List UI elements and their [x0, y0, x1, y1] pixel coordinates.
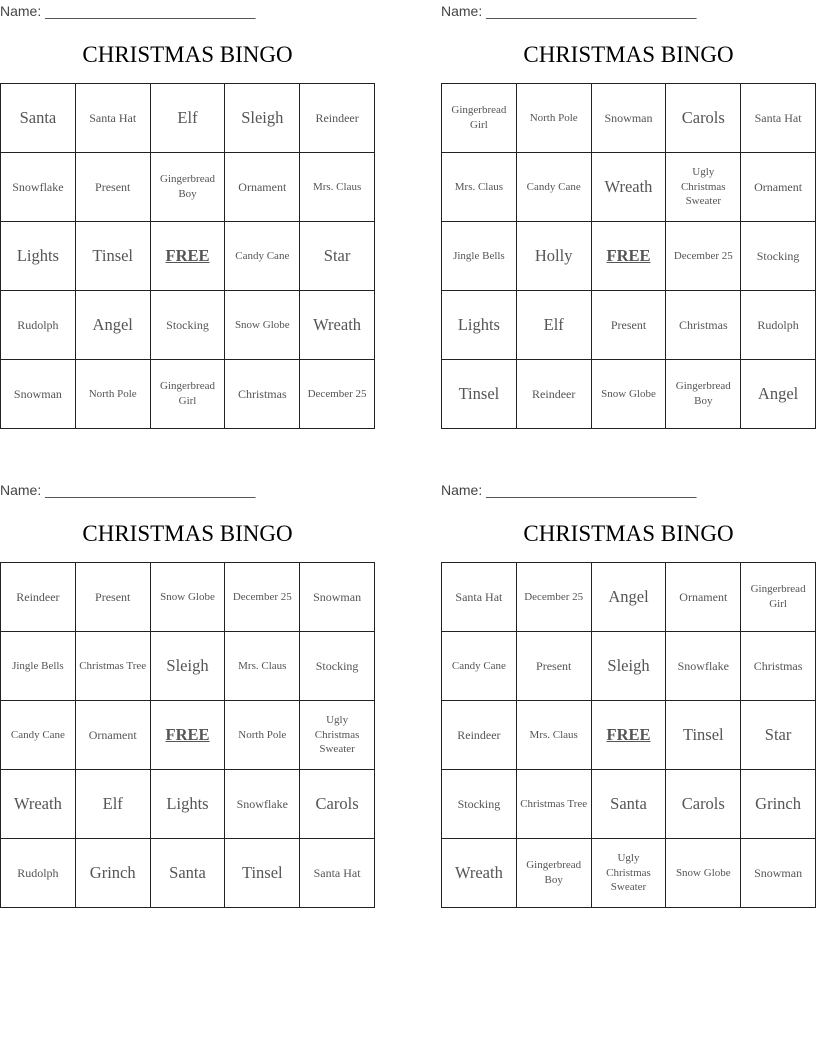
bingo-cell: North Pole: [225, 701, 300, 770]
bingo-cell: December 25: [666, 222, 741, 291]
bingo-cell: Carols: [666, 84, 741, 153]
bingo-cell: Lights: [442, 291, 517, 360]
bingo-cell: Mrs. Claus: [442, 153, 517, 222]
bingo-grid: [441, 562, 816, 908]
bingo-row: [442, 770, 816, 839]
bingo-cell: Jingle Bells: [442, 222, 517, 291]
bingo-row: [442, 360, 816, 429]
bingo-cell: Rudolph: [741, 291, 816, 360]
bingo-cell: Tinsel: [666, 701, 741, 770]
bingo-cell: Sleigh: [225, 84, 300, 153]
bingo-cell: Star: [741, 701, 816, 770]
bingo-cell: Christmas Tree: [516, 770, 591, 839]
free-space: FREE: [150, 222, 225, 291]
bingo-cell: Candy Cane: [442, 632, 517, 701]
bingo-cell: Santa: [591, 770, 666, 839]
bingo-cell: Snowflake: [666, 632, 741, 701]
bingo-row: [442, 632, 816, 701]
bingo-cell: Snow Globe: [666, 839, 741, 908]
bingo-cell: Snow Globe: [150, 563, 225, 632]
bingo-cell: Angel: [591, 563, 666, 632]
bingo-cell: North Pole: [516, 84, 591, 153]
bingo-cell: Ornament: [225, 153, 300, 222]
bingo-cell: Lights: [1, 222, 76, 291]
bingo-cell: Elf: [516, 291, 591, 360]
bingo-cell: Present: [75, 153, 150, 222]
bingo-cell: Angel: [741, 360, 816, 429]
bingo-cell: Snowman: [741, 839, 816, 908]
bingo-cell: December 25: [225, 563, 300, 632]
bingo-cell: Gingerbread Boy: [666, 360, 741, 429]
bingo-cell: Gingerbread Girl: [150, 360, 225, 429]
card-title: CHRISTMAS BINGO: [82, 521, 293, 546]
bingo-row: [442, 701, 816, 770]
bingo-cell: Snowflake: [225, 770, 300, 839]
bingo-cell: Elf: [150, 84, 225, 153]
bingo-grid: [0, 562, 375, 908]
bingo-cell: Sleigh: [591, 632, 666, 701]
bingo-cell: Snow Globe: [225, 291, 300, 360]
free-space: FREE: [150, 701, 225, 770]
bingo-cell: Tinsel: [75, 222, 150, 291]
bingo-row: [442, 84, 816, 153]
bingo-row: [1, 632, 375, 701]
bingo-cell: Elf: [75, 770, 150, 839]
bingo-cell: Tinsel: [442, 360, 517, 429]
card-title: CHRISTMAS BINGO: [523, 42, 734, 67]
bingo-cell: Snowman: [300, 563, 375, 632]
bingo-row: [442, 839, 816, 908]
bingo-row: [442, 563, 816, 632]
bingo-cell: Snowman: [591, 84, 666, 153]
bingo-cell: Holly: [516, 222, 591, 291]
bingo-cell: Lights: [150, 770, 225, 839]
bingo-cell: Stocking: [442, 770, 517, 839]
bingo-cell: North Pole: [75, 360, 150, 429]
bingo-cell: Santa Hat: [300, 839, 375, 908]
bingo-cell: Ugly Christmas Sweater: [591, 839, 666, 908]
bingo-cell: Christmas: [666, 291, 741, 360]
bingo-row: [1, 839, 375, 908]
bingo-cell: December 25: [300, 360, 375, 429]
bingo-cell: Gingerbread Girl: [442, 84, 517, 153]
bingo-row: [1, 153, 375, 222]
bingo-grid: [441, 83, 816, 429]
bingo-row: [442, 291, 816, 360]
bingo-cell: Carols: [666, 770, 741, 839]
bingo-cell: Reindeer: [516, 360, 591, 429]
bingo-cell: Present: [516, 632, 591, 701]
bingo-row: [1, 84, 375, 153]
bingo-row: [442, 222, 816, 291]
bingo-row: [442, 153, 816, 222]
bingo-cell: Mrs. Claus: [300, 153, 375, 222]
bingo-cell: Christmas Tree: [75, 632, 150, 701]
bingo-row: [1, 701, 375, 770]
bingo-cell: Ugly Christmas Sweater: [300, 701, 375, 770]
card-title: CHRISTMAS BINGO: [82, 42, 293, 67]
bingo-cell: Wreath: [591, 153, 666, 222]
bingo-row: [1, 563, 375, 632]
free-space: FREE: [591, 701, 666, 770]
bingo-cell: Rudolph: [1, 291, 76, 360]
bingo-cell: Carols: [300, 770, 375, 839]
bingo-cell: Mrs. Claus: [516, 701, 591, 770]
bingo-cell: Wreath: [300, 291, 375, 360]
bingo-cell: December 25: [516, 563, 591, 632]
bingo-grid: [0, 83, 375, 429]
bingo-cell: Tinsel: [225, 839, 300, 908]
free-space: FREE: [591, 222, 666, 291]
bingo-row: [1, 222, 375, 291]
name-field-label: Name: ___________________________: [0, 3, 256, 19]
bingo-cell: Stocking: [150, 291, 225, 360]
bingo-row: [1, 291, 375, 360]
bingo-cell: Grinch: [741, 770, 816, 839]
bingo-cell: Stocking: [741, 222, 816, 291]
bingo-cell: Christmas: [741, 632, 816, 701]
bingo-cell: Mrs. Claus: [225, 632, 300, 701]
bingo-cell: Present: [591, 291, 666, 360]
bingo-cell: Sleigh: [150, 632, 225, 701]
bingo-cell: Reindeer: [300, 84, 375, 153]
bingo-cell: Jingle Bells: [1, 632, 76, 701]
bingo-cell: Ornament: [666, 563, 741, 632]
bingo-cell: Candy Cane: [516, 153, 591, 222]
bingo-cell: Wreath: [1, 770, 76, 839]
name-field-label: Name: ___________________________: [441, 3, 697, 19]
bingo-cell: Snow Globe: [591, 360, 666, 429]
bingo-cell: Angel: [75, 291, 150, 360]
bingo-cell: Ornament: [741, 153, 816, 222]
bingo-cell: Reindeer: [1, 563, 76, 632]
bingo-cell: Candy Cane: [1, 701, 76, 770]
bingo-cell: Grinch: [75, 839, 150, 908]
bingo-cell: Santa Hat: [442, 563, 517, 632]
bingo-cell: Snowflake: [1, 153, 76, 222]
bingo-cell: Snowman: [1, 360, 76, 429]
bingo-cell: Star: [300, 222, 375, 291]
bingo-row: [1, 770, 375, 839]
bingo-cell: Santa Hat: [75, 84, 150, 153]
bingo-cell: Reindeer: [442, 701, 517, 770]
bingo-cell: Gingerbread Boy: [516, 839, 591, 908]
bingo-cell: Gingerbread Girl: [741, 563, 816, 632]
bingo-cell: Candy Cane: [225, 222, 300, 291]
bingo-cell: Present: [75, 563, 150, 632]
bingo-cell: Santa Hat: [741, 84, 816, 153]
bingo-cell: Gingerbread Boy: [150, 153, 225, 222]
bingo-cell: Christmas: [225, 360, 300, 429]
bingo-cell: Wreath: [442, 839, 517, 908]
bingo-row: [1, 360, 375, 429]
name-field-label: Name: ___________________________: [0, 482, 256, 498]
bingo-cell: Stocking: [300, 632, 375, 701]
name-field-label: Name: ___________________________: [441, 482, 697, 498]
bingo-cell: Rudolph: [1, 839, 76, 908]
bingo-cell: Ugly Christmas Sweater: [666, 153, 741, 222]
bingo-cell: Ornament: [75, 701, 150, 770]
bingo-cell: Santa: [1, 84, 76, 153]
card-title: CHRISTMAS BINGO: [523, 521, 734, 546]
bingo-cell: Santa: [150, 839, 225, 908]
